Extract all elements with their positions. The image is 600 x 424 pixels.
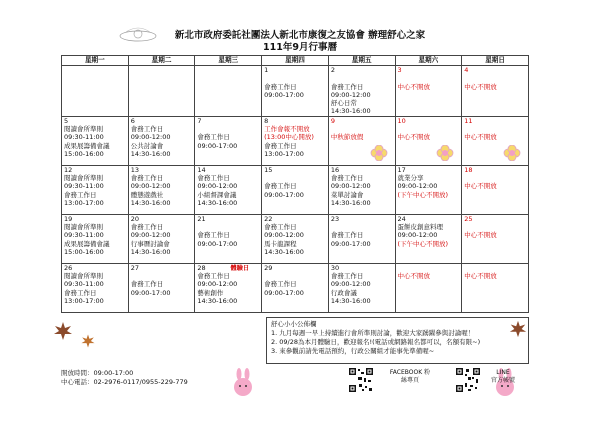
event-line: 公共討論會 — [130, 141, 164, 150]
center-phone: 中心電話：02-2976-0117/0955-229-779 — [61, 378, 188, 386]
event-line: 會務工作日 — [130, 223, 164, 232]
event-line: (下午中心不開放) — [397, 239, 449, 248]
event-line: 會務工作日 — [197, 133, 230, 142]
event-line: 09:00-12:00 — [264, 231, 304, 240]
day-number: 8 — [264, 116, 269, 125]
event-line — [331, 74, 393, 82]
event-line: 行政會議 — [330, 288, 357, 297]
facebook-label-line1: FACEBOOK 粉 — [389, 369, 431, 376]
day-number: 27 — [130, 263, 139, 272]
event-line — [464, 74, 526, 82]
day-cell — [328, 165, 395, 214]
event-line: 閱讀會所準則 — [64, 223, 103, 232]
day-number: 11 — [464, 116, 473, 125]
line-label — [486, 369, 520, 385]
day-number: 24 — [397, 214, 406, 223]
day-cell — [462, 116, 529, 165]
event-line: 舒心日常 — [330, 99, 357, 108]
mooncake-flower-icon — [502, 145, 522, 161]
event-line: 09:30-11:00 — [64, 133, 104, 142]
event-line: 會務工作日 — [330, 231, 364, 240]
day-number: 1 — [264, 66, 269, 74]
event-line: 小組督課會議 — [197, 190, 237, 199]
notice-item: 1. 九月每週一早上持續進行會所準則討論，歡迎大家踴躍參與討論喔！ — [271, 329, 475, 337]
event-line: 會務工作日 — [130, 125, 164, 134]
day-number: 19 — [64, 214, 73, 223]
event-line: 09:00-17:00 — [330, 239, 371, 248]
facebook-qr-code-icon[interactable] — [348, 367, 374, 393]
event-line: 09:30-11:00 — [64, 182, 104, 191]
day-number: 23 — [330, 214, 340, 223]
day-number: 17 — [397, 165, 406, 174]
weekday-header: 星期五 — [328, 56, 395, 66]
event-line: 閱讀會所準則 — [64, 174, 103, 183]
day-cell — [128, 263, 195, 312]
event-line: 馬卡龍課程 — [264, 239, 297, 248]
mooncake-flower-icon — [369, 145, 389, 161]
day-cell — [262, 116, 329, 165]
day-number: 26 — [64, 263, 73, 272]
event-line: 會務工作日 — [130, 280, 164, 289]
event-line — [464, 264, 526, 272]
day-cell — [462, 66, 529, 117]
notice-board — [266, 317, 529, 364]
weekday-header: 星期六 — [395, 56, 462, 66]
event-line: 13:00-17:00 — [264, 149, 304, 158]
day-cell — [262, 214, 329, 263]
event-line: 藝術創作 — [197, 288, 224, 297]
day-number: 5 — [64, 116, 69, 125]
day-cell — [395, 214, 462, 263]
event-line: 會務工作日 — [197, 272, 230, 281]
event-line: 09:00-17:00 — [264, 288, 304, 297]
event-line: 成果展籌備會議 — [64, 141, 110, 150]
day-cell — [328, 263, 395, 312]
event-line: 會務工作日 — [264, 280, 297, 289]
event-line: 09:00-12:00 — [330, 280, 371, 289]
day-cell — [328, 66, 395, 117]
notice-title: 舒心小小公佈欄 — [271, 320, 317, 328]
event-line: 體態遊戲社 — [130, 190, 164, 199]
day-number: 16 — [330, 165, 340, 174]
day-number: 22 — [264, 214, 273, 223]
day-number: 30 — [330, 263, 340, 272]
day-number: 20 — [130, 214, 139, 223]
event-line: 會務工作日 — [197, 231, 230, 240]
event-line: 中心不開放 — [397, 272, 431, 281]
event-line: 09:30-11:00 — [64, 280, 104, 289]
event-line: 13:00-17:00 — [64, 198, 104, 207]
event-line: 會務工作日 — [64, 190, 97, 199]
event-line: 成果展籌備會議 — [64, 239, 110, 248]
event-line: 14:30-16:00 — [330, 107, 371, 116]
event-line: 會務工作日 — [130, 174, 164, 183]
event-line: 中心不開放 — [397, 133, 431, 142]
calendar-table — [61, 55, 529, 313]
day-cell — [62, 214, 129, 263]
day-number: 12 — [64, 165, 73, 174]
day-number: 29 — [264, 263, 273, 272]
bunny-icon — [230, 368, 256, 398]
day-cell — [195, 165, 262, 214]
event-line: (13:00中心開放) — [264, 133, 314, 142]
event-line: 09:00-12:00 — [397, 182, 438, 191]
event-line: 09:00-12:00 — [130, 133, 171, 142]
day-number: 9 — [330, 116, 335, 125]
event-line: 閱讀會所準則 — [64, 125, 103, 134]
event-line: (下午中心不開放) — [397, 190, 449, 199]
event-line: 14:30-16:00 — [330, 198, 371, 207]
event-line: 14:30-16:00 — [197, 296, 238, 305]
event-line: 中心不開放 — [464, 231, 497, 240]
event-line: 中心不開放 — [464, 82, 497, 91]
day-number: 15 — [264, 165, 273, 174]
event-line: 09:30-11:00 — [64, 231, 104, 240]
event-line: 09:00-17:00 — [197, 239, 238, 248]
week-row — [62, 165, 529, 214]
day-cell — [195, 263, 262, 312]
opening-hours: 開放時間：09:00-17:00 — [61, 369, 134, 377]
event-line: 就業分享 — [397, 174, 424, 183]
event-line: 09:00-12:00 — [330, 90, 371, 99]
event-line: 蛋餅皮創意料理 — [397, 223, 444, 232]
event-line: 中心不開放 — [464, 182, 497, 191]
event-line: 行事曆討論會 — [130, 239, 170, 248]
event-line: 會務工作日 — [330, 174, 364, 183]
event-line: 15:00-16:00 — [64, 247, 104, 256]
weekday-header: 星期三 — [195, 56, 262, 66]
facebook-label — [380, 369, 440, 385]
facebook-label-line2: 絲專頁 — [400, 377, 419, 384]
event-line: 14:30-16:00 — [264, 247, 304, 256]
day-number: 14 — [197, 165, 206, 174]
weekday-header: 星期四 — [262, 56, 329, 66]
event-line: 會務工作日 — [264, 141, 297, 150]
event-line: 09:00-12:00 — [130, 182, 171, 191]
calendar-body — [62, 66, 529, 313]
event-line: 09:00-12:00 — [130, 231, 171, 240]
day-number: 7 — [197, 116, 202, 125]
event-line: 14:30-16:00 — [130, 247, 171, 256]
event-line: 14:30-16:00 — [130, 149, 171, 158]
event-line: 會務工作日 — [64, 288, 97, 297]
day-cell — [128, 214, 195, 263]
maple-leaf-icon — [52, 320, 74, 342]
week-row — [62, 263, 529, 312]
weekday-header: 星期日 — [462, 56, 529, 66]
day-number: 13 — [130, 165, 139, 174]
notice-item: 3. 來參觀前請先電話預約，行政公關組才能事先準備喔~ — [271, 347, 435, 355]
day-cell — [328, 214, 395, 263]
event-line — [398, 74, 460, 82]
day-cell — [395, 116, 462, 165]
event-line: 14:30-16:00 — [197, 198, 238, 207]
event-line: 09:00-12:00 — [330, 182, 371, 191]
event-line: 13:00-17:00 — [64, 296, 104, 305]
event-line: 會務工作日 — [330, 272, 364, 281]
day-cell — [195, 214, 262, 263]
event-line: 09:00-12:00 — [397, 231, 438, 240]
event-line: 會務工作日 — [264, 223, 297, 232]
day-cell — [328, 116, 395, 165]
day-cell — [195, 66, 262, 117]
day-number: 25 — [464, 214, 473, 223]
event-line: 中心不開放 — [464, 272, 497, 281]
header-month-title: 111年9月行事曆 — [263, 42, 337, 53]
event-line: 09:00-17:00 — [264, 190, 304, 199]
line-label-line2: 官方帳號 — [490, 377, 515, 384]
day-cell — [62, 165, 129, 214]
day-number: 18 — [464, 165, 473, 174]
event-line — [264, 74, 326, 82]
week-row — [62, 66, 529, 117]
day-cell — [395, 66, 462, 117]
event-line — [398, 264, 460, 272]
day-cell — [462, 263, 529, 312]
event-line: 工作會報不開放 — [264, 125, 310, 134]
event-line: 中秋節放假 — [330, 133, 364, 142]
day-cell — [62, 66, 129, 117]
day-cell — [462, 165, 529, 214]
day-number: 2 — [330, 66, 335, 74]
day-cell — [395, 263, 462, 312]
day-number: 28 — [197, 263, 206, 272]
event-line: 中心不開放 — [397, 82, 431, 91]
event-line: 09:00-12:00 — [197, 182, 238, 191]
maple-leaf-icon — [80, 333, 96, 349]
day-cell — [128, 165, 195, 214]
line-label-line1: LINE — [496, 369, 510, 376]
event-line: 會務工作日 — [197, 174, 230, 183]
day-number: 10 — [397, 116, 406, 125]
event-line: 14:30-16:00 — [330, 296, 371, 305]
day-cell — [128, 66, 195, 117]
day-cell — [195, 116, 262, 165]
day-cell — [462, 214, 529, 263]
mooncake-flower-icon — [435, 145, 455, 161]
weekday-header: 星期一 — [62, 56, 129, 66]
day-number: 21 — [197, 214, 206, 223]
notice-item: 2. 09/28為本月體驗日，歡迎報名!(電話或網路報名都可以，名額有限~) — [271, 338, 481, 346]
event-line: 09:00-17:00 — [197, 141, 238, 150]
event-line: 菜單討論會 — [330, 190, 364, 199]
day-cell — [262, 66, 329, 117]
day-number: 6 — [130, 116, 135, 125]
day-number: 4 — [464, 66, 469, 74]
day-cell — [395, 165, 462, 214]
day-cell — [262, 263, 329, 312]
header-org-title: 新北市政府委託社團法人新北市康復之友協會 辦理舒心之家 — [174, 30, 426, 41]
day-cell — [62, 263, 129, 312]
event-line: 09:00-17:00 — [130, 288, 171, 297]
day-cell — [128, 116, 195, 165]
week-row — [62, 214, 529, 263]
event-line: 14:30-16:00 — [130, 198, 171, 207]
event-line: 會務工作日 — [264, 182, 297, 191]
day-cell — [62, 116, 129, 165]
event-line: 09:00-17:00 — [264, 90, 304, 99]
line-qr-code-icon[interactable] — [455, 367, 481, 393]
week-row — [62, 116, 529, 165]
footer-info — [61, 369, 188, 387]
weekday-header: 星期二 — [128, 56, 195, 66]
day-number: 3 — [397, 66, 402, 74]
event-line: 中心不開放 — [464, 133, 497, 142]
event-line: 會務工作日 — [264, 82, 297, 91]
event-line: 閱讀會所準則 — [64, 272, 103, 281]
event-line: 15:00-16:00 — [64, 149, 104, 158]
experience-day-badge: 體驗日 — [230, 264, 250, 272]
day-cell — [262, 165, 329, 214]
weekday-header-row — [62, 56, 529, 66]
event-line: 會務工作日 — [330, 82, 364, 91]
event-line: 09:00-12:00 — [197, 280, 238, 289]
